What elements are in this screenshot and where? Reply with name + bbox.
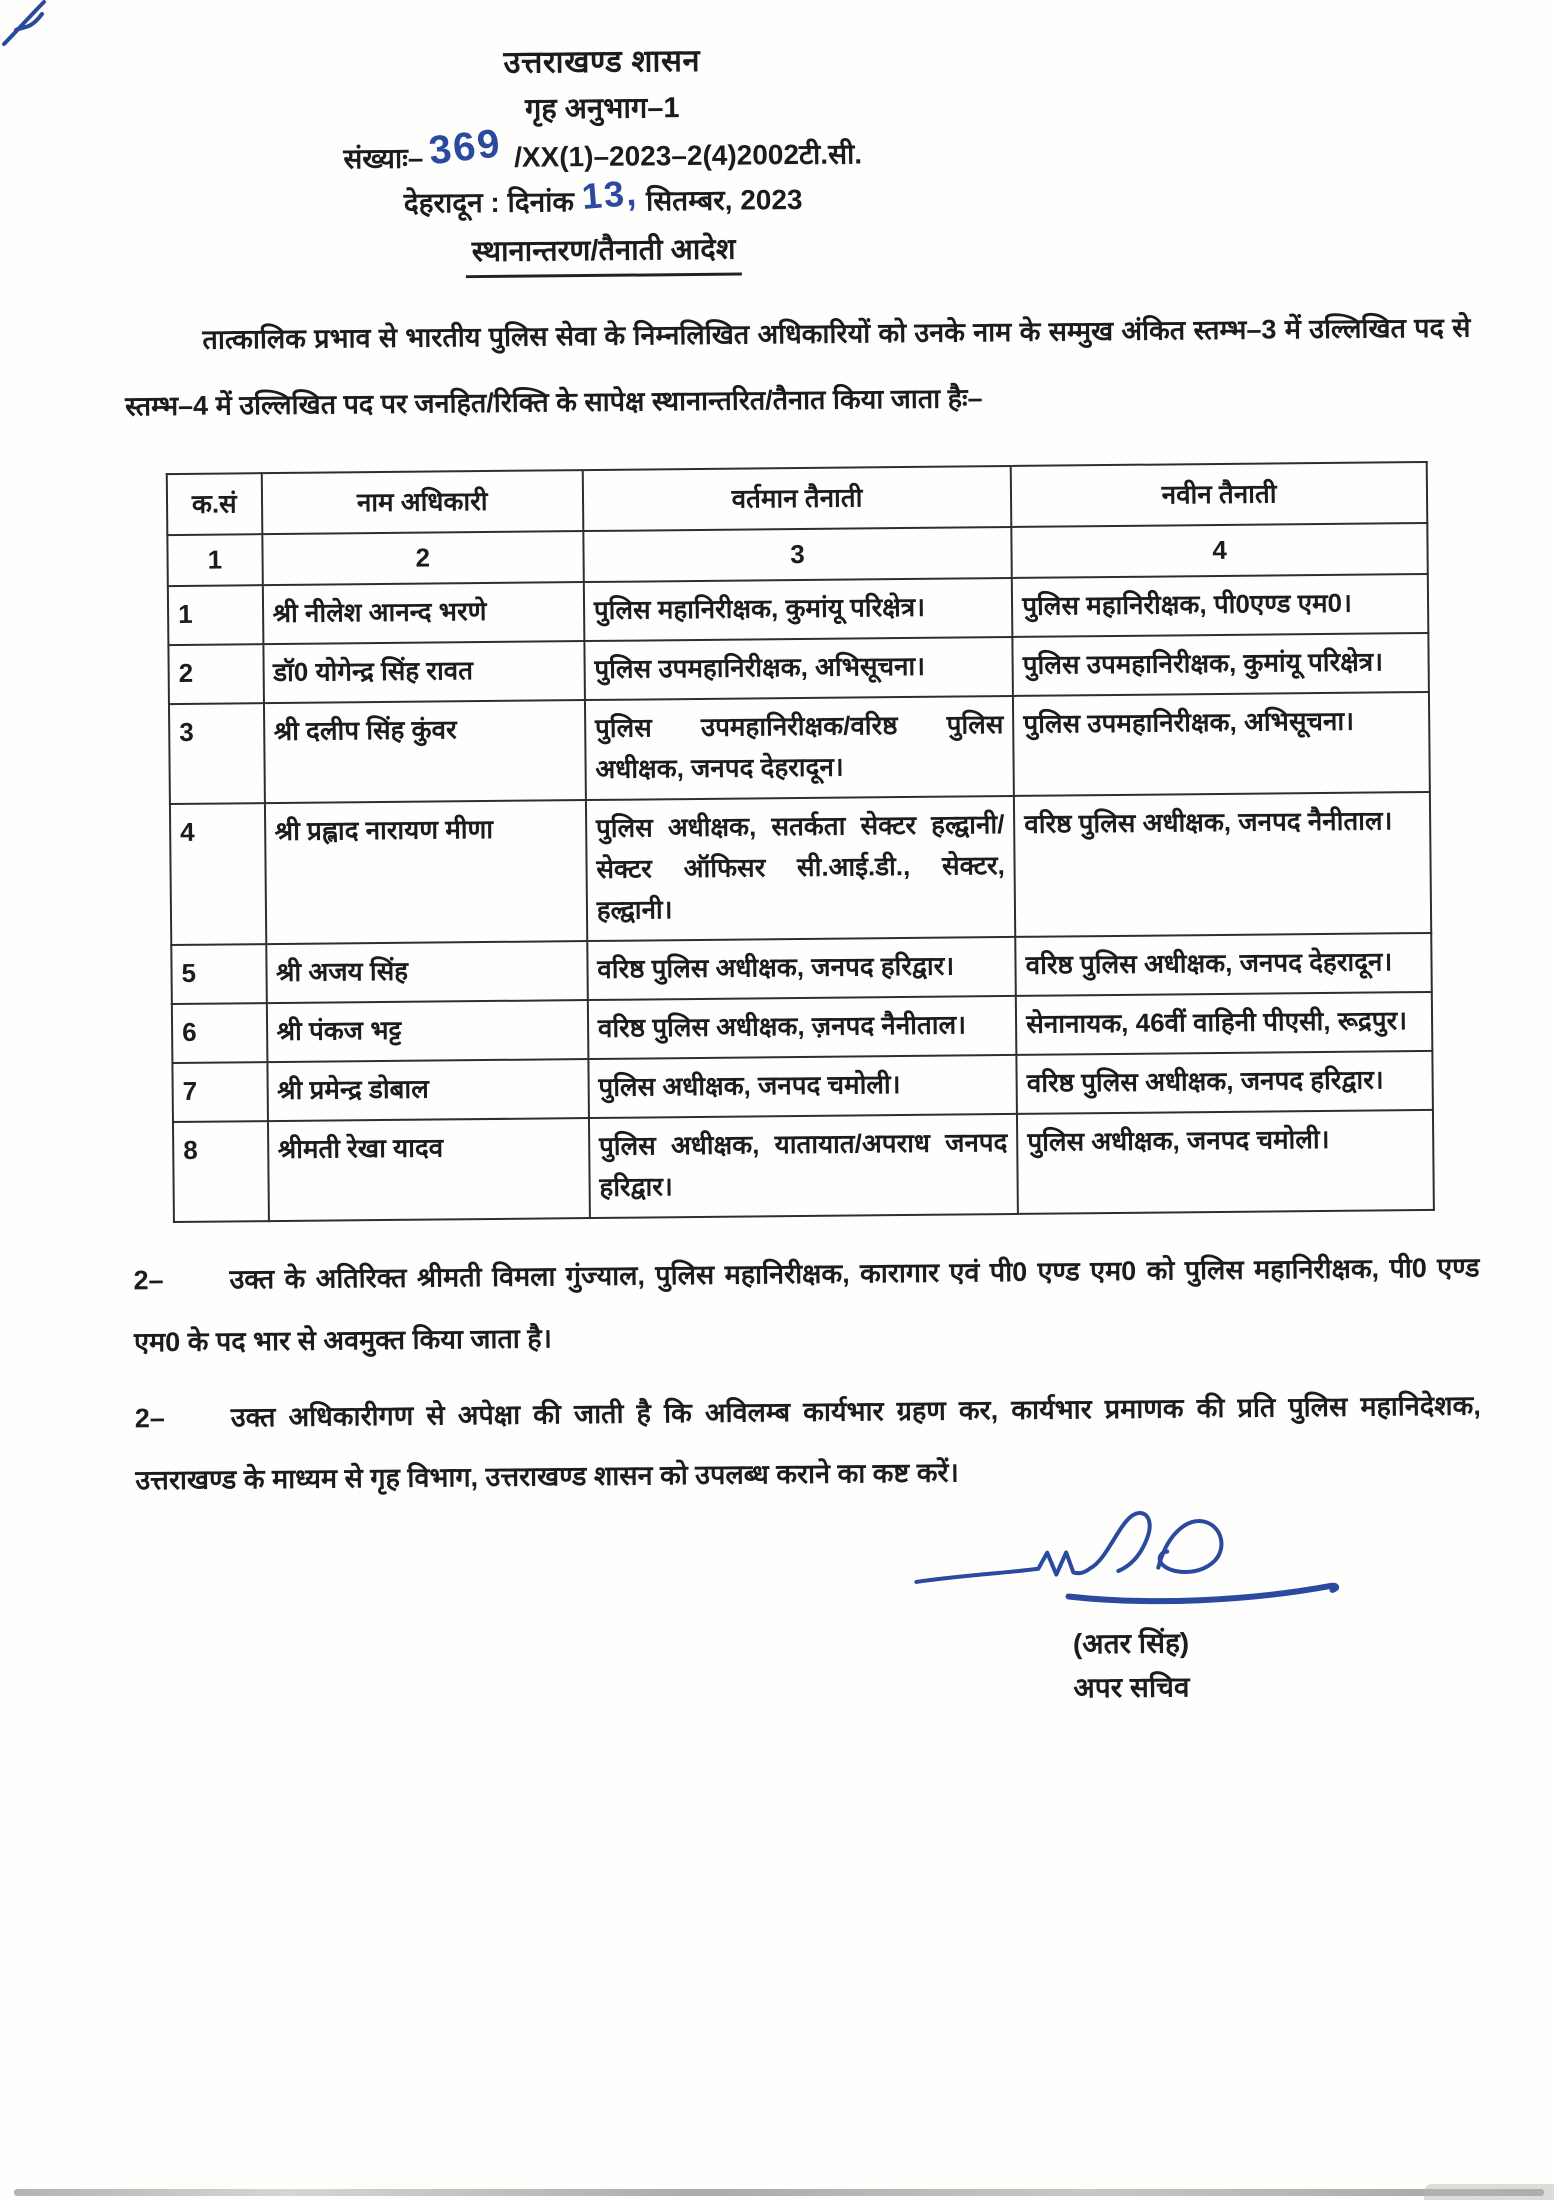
signer-name: (अतर सिंह) [1072, 1627, 1190, 1660]
ref-number-handwritten: 369 [426, 121, 504, 174]
current-posting-cell: पुलिस अधीक्षक, यातायात/अपराध जनपद हरिद्वार। [589, 1114, 1018, 1218]
name-cell: डॉ0 योगेन्द्र सिंह रावत [263, 641, 585, 703]
current-posting-cell: पुलिस उपमहानिरीक्षक, अभिसूचना। [584, 637, 1013, 700]
name-cell: श्री दलीप सिंह कुंवर [263, 700, 585, 803]
order-title-text: स्थानान्तरण/तैनाती आदेश [466, 229, 742, 279]
sn-cell: 5 [171, 944, 266, 1004]
compliance-paragraph-text: उक्त अधिकारीगण से अपेक्षा की जाती है कि अविलम्ब कार्यभार ग्रहण कर, कार्यभार प्रमाणक की प्रति पुलिस महानिदेशक, उत्तराखण्ड के माध्यम से गृह विभाग, उत्तराखण्ड शासन को उपलब्ध कराने का कष्ट करें। [135, 1390, 1481, 1496]
name-cell: श्री अजय सिंह [266, 941, 588, 1003]
release-paragraph-prefix: उक्त के अतिरिक्त [229, 1262, 418, 1295]
para-number: 2– [133, 1265, 164, 1296]
place-date-line [123, 173, 1083, 224]
name-cell: श्री प्रमेन्द्र डोबाल [267, 1059, 589, 1121]
place-date-suffix: सितम्बर, 2023 [645, 183, 803, 217]
compliance-paragraph [135, 1374, 1482, 1511]
pen-mark-icon [0, 0, 70, 52]
header-serial: क.सं [167, 473, 262, 535]
colnum-1: 1 [167, 534, 262, 586]
reference-number-line [123, 121, 1083, 180]
table-row [169, 692, 1430, 804]
org-title: उत्तराखण्ड शासन [503, 42, 701, 80]
new-posting-cell: वरिष्ठ पुलिस अधीक्षक, जनपद हरिद्वार। [1017, 1051, 1433, 1114]
sn-cell: 7 [172, 1062, 267, 1122]
current-posting-cell: पुलिस महानिरीक्षक, कुमांयू परिक्षेत्र। [584, 578, 1013, 641]
current-posting-cell: वरिष्ठ पुलिस अधीक्षक, ज़नपद नैनीताल। [588, 996, 1017, 1059]
new-posting-cell: सेनानायक, 46वीं वाहिनी पीएसी, रूद्रपुर। [1016, 992, 1432, 1055]
ref-prefix: संख्याः– [343, 142, 424, 175]
header-new-posting: नवीन तैनाती [1011, 462, 1427, 527]
place-date-prefix: देहरादून : दिनांक [403, 186, 575, 219]
date-handwritten: 13, [580, 171, 640, 217]
name-cell: श्रीमती रेखा यादव [267, 1118, 589, 1221]
header-officer-name: नाम अधिकारी [261, 470, 583, 534]
order-title [123, 225, 1083, 281]
new-posting-cell: पुलिस उपमहानिरीक्षक, अभिसूचना। [1013, 692, 1430, 796]
new-posting-cell: पुलिस महानिरीक्षक, पी0एण्ड एम0। [1012, 574, 1428, 637]
table-row [170, 792, 1431, 945]
sn-cell: 3 [169, 703, 264, 804]
current-posting-cell: वरिष्ठ पुलिस अधीक्षक, जनपद हरिद्वार। [587, 937, 1016, 1000]
sn-cell: 6 [172, 1003, 267, 1063]
signer-designation: अपर सचिव [1073, 1671, 1190, 1704]
name-cell: श्री नीलेश आनन्द भरणे [262, 582, 584, 644]
release-paragraph [133, 1237, 1480, 1374]
transfer-table [166, 461, 1435, 1223]
new-posting-cell: पुलिस अधीक्षक, जनपद चमोली। [1017, 1110, 1434, 1214]
para-number: 2– [134, 1403, 166, 1434]
current-posting-cell: पुलिस अधीक्षक, जनपद चमोली। [588, 1055, 1017, 1118]
table-row [173, 1110, 1434, 1222]
new-posting-cell: वरिष्ठ पुलिस अधीक्षक, जनपद देहरादून। [1015, 933, 1431, 996]
ref-suffix: /XX(1)–2023–2(4)2002टी.सी. [513, 138, 863, 173]
sn-cell: 1 [168, 585, 263, 645]
name-cell: श्री पंकज भट्ट [266, 1000, 588, 1062]
document-content [122, 28, 1482, 1716]
intro-paragraph: तात्कालिक प्रभाव से भारतीय पुलिस सेवा के निम्नलिखित अधिकारियों को उनके नाम के सम्मुख अंकित स्तम्भ–3 में उल्लिखित पद से स्तम्भ–4 में उल्लिखित पद पर जनहित/रिक्ति के सापेक्ष स्थानान्तरित/तैनात किया जाता हैः– [124, 312, 1471, 422]
header-current-posting: वर्तमान तैनाती [583, 466, 1012, 531]
sn-cell: 8 [173, 1121, 268, 1222]
current-posting-cell: पुलिस अधीक्षक, सतर्कता सेक्टर हल्द्वानी/सेक्टर ऑफिसर सी.आई.डी., सेक्टर, हल्द्वानी। [586, 796, 1016, 941]
new-posting-cell: पुलिस उपमहानिरीक्षक, कुमांयू परिक्षेत्र। [1013, 633, 1429, 696]
name-cell: श्री प्रह्लाद नारायण मीणा [264, 800, 587, 944]
signature-block [900, 1506, 1362, 1708]
bottom-scan-edge [14, 2189, 1544, 2196]
new-posting-cell: वरिष्ठ पुलिस अधीक्षक, जनपद नैनीताल। [1014, 792, 1431, 937]
release-paragraph-bold: श्रीमती विमला गुंज्याल, पुलिस महानिरीक्षक, कारागार एवं पी0 एण्ड एम0 को पुलिस महानिरीक्षक, पी0 एण्ड एम0 के पद भार से अवमुक्त किया जाता है। [133, 1252, 1480, 1358]
colnum-3: 3 [583, 527, 1012, 582]
current-posting-cell: पुलिस उपमहानिरीक्षक/वरिष्ठ पुलिस अधीक्षक, जनपद देहरादून। [585, 696, 1014, 800]
sn-cell: 2 [168, 644, 263, 704]
signature [910, 1506, 1351, 1630]
bottom-corner-shadow [1424, 2184, 1554, 2200]
colnum-2: 2 [262, 531, 584, 585]
sn-cell: 4 [170, 803, 266, 945]
department-line: गृह अनुभाग–1 [524, 92, 680, 126]
document-header [122, 35, 1084, 281]
colnum-4: 4 [1011, 523, 1427, 578]
